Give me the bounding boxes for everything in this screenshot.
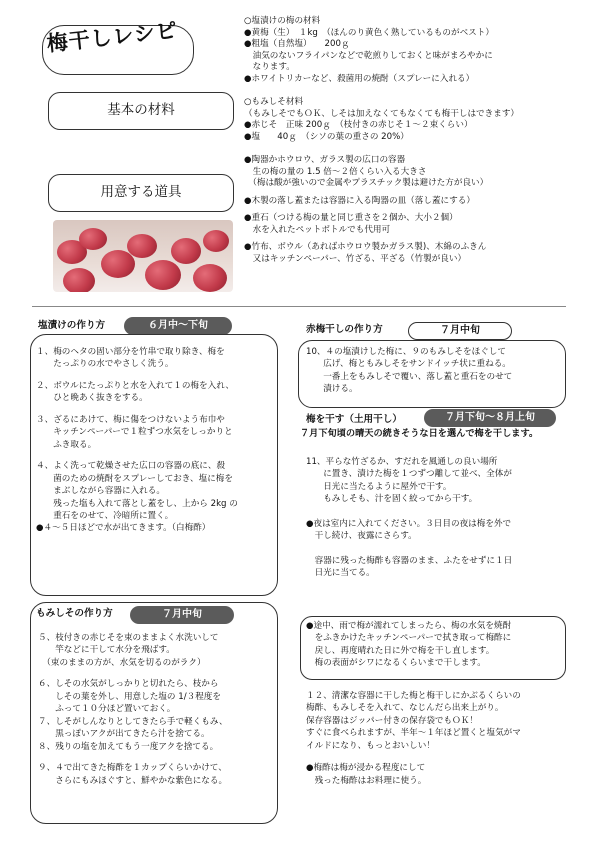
- step-line: [38, 669, 274, 678]
- step-line: ふき取る。: [36, 439, 97, 450]
- step-line: ３、ざるにあけて、梅に傷をつけないよう布巾や: [36, 414, 225, 425]
- step-line: ７、しそがしんなりとしてきたら手で軽くもみ、: [38, 716, 228, 727]
- note-line: 梅の表面がシワになるくらいまで干します。: [306, 658, 486, 669]
- step-line: 11、平らな竹ざるか、すだれを風通しの良い場所: [306, 457, 498, 467]
- step-line: 黒っぽいアクが出てきたら汁を捨てる。: [38, 729, 210, 740]
- step-line: もみしそも、汁を固く絞ってから干す。: [306, 494, 478, 505]
- step-line: 日光に当たるように屋外で干す。: [306, 481, 452, 492]
- akaume-steps: [306, 346, 564, 396]
- momishiso-steps: [38, 632, 274, 787]
- step-line: 重石をのせて、冷暗所に置く。: [36, 510, 174, 521]
- ume-line: ●黄梅（生） １kg （ほんのり黄色く熟しているものがベスト）: [244, 27, 494, 38]
- note-line: をふきかけたキッチンペーパーで拭き取って梅酢に: [306, 633, 512, 644]
- hosu-period-tag: ７月下旬～８月上旬: [424, 409, 556, 427]
- tool-line: 水を入れたペットボトルでも代用可: [244, 224, 391, 235]
- step-line: １、梅のヘタの固い部分を竹串で取り除き、梅を: [36, 347, 225, 357]
- umeboshi-photo: [53, 220, 233, 292]
- tools-label: 用意する道具: [48, 174, 234, 212]
- step-line: 一番上をもみしそで覆い、落し蓋と重石をのせて: [306, 371, 513, 382]
- ume-line: なります。: [244, 62, 295, 73]
- step-line: [38, 753, 274, 762]
- step-line: 容器に残った梅酢も容器のまま、ふたをせずに１日: [306, 555, 513, 566]
- shiso-line: （もみしそでもＯＫ、しそは加えなくてもなくても梅干しはできます）: [244, 108, 520, 119]
- tool-line: ●竹布、ボウル（あればホウロウ製かガラス製)、木綿のふきん: [244, 242, 487, 253]
- step-line: ４、よく洗って乾燥させた広口の容器の底に、殺: [36, 461, 226, 472]
- section-divider: [32, 306, 566, 307]
- step-line: ●夜は室内に入れてください。３日目の夜は梅を外で: [306, 518, 512, 529]
- ume-line: ●粗塩（自然塩） 200ｇ: [244, 39, 350, 50]
- step-line: たっぷりの水でやさしく洗う。: [36, 359, 174, 370]
- ume-line: 油気のないフライパンなどで乾煎りしておくと味がまろやかに: [244, 50, 493, 61]
- final-line: ●梅酢は梅が浸かる程度にして: [306, 763, 426, 774]
- hosu-note: [306, 620, 564, 670]
- note-line: 戻し、再度晴れた日に外で梅を干し直します。: [306, 645, 495, 656]
- page-title: 梅干しレシピ: [45, 18, 179, 56]
- step-line: 日光に当てる。: [306, 568, 375, 579]
- tool-line: ●重石（つける梅の量と同じ重さを２個か、大小２個）: [244, 213, 458, 224]
- tool-line: （梅は酸が強いので金属やプラスチック製は避けた方が良い）: [244, 178, 489, 189]
- materials-tools-text: [244, 16, 584, 273]
- step-line: （束のままの方が、水気を切るのがラク）: [38, 657, 206, 668]
- step-line: ひと晩あく抜きをする。: [36, 393, 148, 404]
- final-line: [306, 752, 568, 762]
- final-line: すぐに食べられますが、半年～１年ほど置くと塩気がマ: [306, 728, 521, 739]
- final-line: 保存容器はジッパー付きの保存袋でもＯＫ！: [306, 715, 478, 726]
- final-line: 残った梅酢はお料理に使う。: [306, 775, 427, 786]
- step-line: [306, 543, 568, 555]
- step-line: 10、４の塩漬けした梅に、９のもみしそをほぐして: [306, 347, 506, 357]
- final-line: イルドになり、もっとおいしい！: [306, 740, 435, 751]
- tool-line: 生の梅の量の 1.5 倍～２倍くらい入る大きさ: [244, 166, 427, 177]
- ume-materials-title: ○塩漬けの梅の材料: [244, 16, 321, 26]
- step-line: ふって１０分ほど置いておく。: [38, 704, 176, 715]
- tool-line: 又はキッチンペーパー、竹ざる、平ざる（竹製が良い）: [244, 253, 467, 264]
- shiozuke-title: 塩漬けの作り方: [38, 320, 106, 331]
- step-line: キッチンペーパーで１粒ずつ水気をしっかりと: [36, 427, 233, 438]
- step-line: 干し続け、夜露にさらす。: [306, 531, 417, 542]
- shiso-line: ●塩 40ｇ （シソの葉の重さの 20%）: [244, 131, 409, 142]
- hosu-steps: [306, 456, 568, 580]
- basic-materials-label: 基本の材料: [48, 92, 234, 130]
- shiozuke-steps: [36, 346, 276, 535]
- step-line: ５、枝付きの赤じそを束のままよく水洗いして: [38, 633, 219, 643]
- step-line: 漬ける。: [306, 384, 358, 395]
- final-line: １２、清潔な容器に干した梅と梅干しにかぶるくらいの: [306, 691, 521, 701]
- tool-line: ●木製の落し蓋または容器に入る陶器の皿（落し蓋にする）: [244, 195, 475, 206]
- step-line: しその葉を外し、用意した塩の 1/３程度を: [38, 691, 221, 702]
- ume-materials: [244, 16, 584, 85]
- momishiso-period-tag: ７月中旬: [130, 606, 234, 624]
- shiso-line: ●赤じそ 正味 200ｇ （枝付きの赤じそ１～２束くらい）: [244, 120, 473, 131]
- akaume-title: 赤梅干しの作り方: [306, 324, 383, 335]
- hosu-final: [306, 690, 568, 787]
- ume-line: ●ホワイトリカーなど、殺菌用の焼酎（スプレーに入れる）: [244, 73, 475, 84]
- step-line: に置き、漬けた梅を１つずつ離して並べ、全体が: [306, 469, 512, 480]
- step-line: まぶしながら容器に入れる。: [36, 486, 165, 497]
- step-line: さらにもみほぐすと、鮮やかな紫色になる。: [38, 775, 228, 786]
- step-line: 残った塩も入れて落とし蓋をし、上から 2kg の: [36, 498, 238, 509]
- final-line: 梅酢、もみしそを入れて、なじんだら出来上がり。: [306, 703, 504, 714]
- shiso-materials: [244, 97, 584, 143]
- step-line: [36, 371, 276, 380]
- shiozuke-period-tag: ６月中～下旬: [124, 317, 232, 335]
- step-line: ２、ボウルにたっぷりと水を入れて１の梅を入れ、: [36, 380, 234, 391]
- akaume-period-tag: ７月中旬: [408, 322, 512, 340]
- step-line: ●４～５日ほどで水が出てきます。（白梅酢）: [36, 523, 211, 534]
- momishiso-title: もみしその作り方: [36, 608, 113, 619]
- note-line: ●途中、雨で梅が濡れてしまったら、梅の水気を焼酎: [306, 621, 512, 631]
- shiso-materials-title: ○もみしそ材料: [244, 97, 304, 108]
- hosu-lead: ７月下旬頃の晴天の続きそうな日を選んで梅を干します。: [300, 428, 539, 439]
- tools-list: [244, 155, 584, 265]
- step-line: ９、４で出てきた梅酢を１カップくらいかけて、: [38, 763, 227, 774]
- step-line: [36, 405, 276, 414]
- step-line: 広げ、梅ともみしそをサンドイッチ状に重ねる。: [306, 359, 511, 370]
- hosu-title: 梅を干す（土用干し）: [306, 414, 402, 425]
- step-line: ８、残りの塩を加えてもう一度アクを捨てる。: [38, 741, 219, 752]
- tool-line: ●陶器かホウロウ、ガラス製の広口の容器: [244, 155, 406, 166]
- step-line: 菌のための焼酎をスプレーしておき、塩に梅を: [36, 473, 233, 484]
- step-line: ６、しその水気がしっかりと切れたら、枝から: [38, 679, 219, 690]
- step-line: [36, 451, 276, 460]
- step-line: [306, 506, 568, 518]
- step-line: 竿などに干して水分を飛ばす。: [38, 645, 175, 656]
